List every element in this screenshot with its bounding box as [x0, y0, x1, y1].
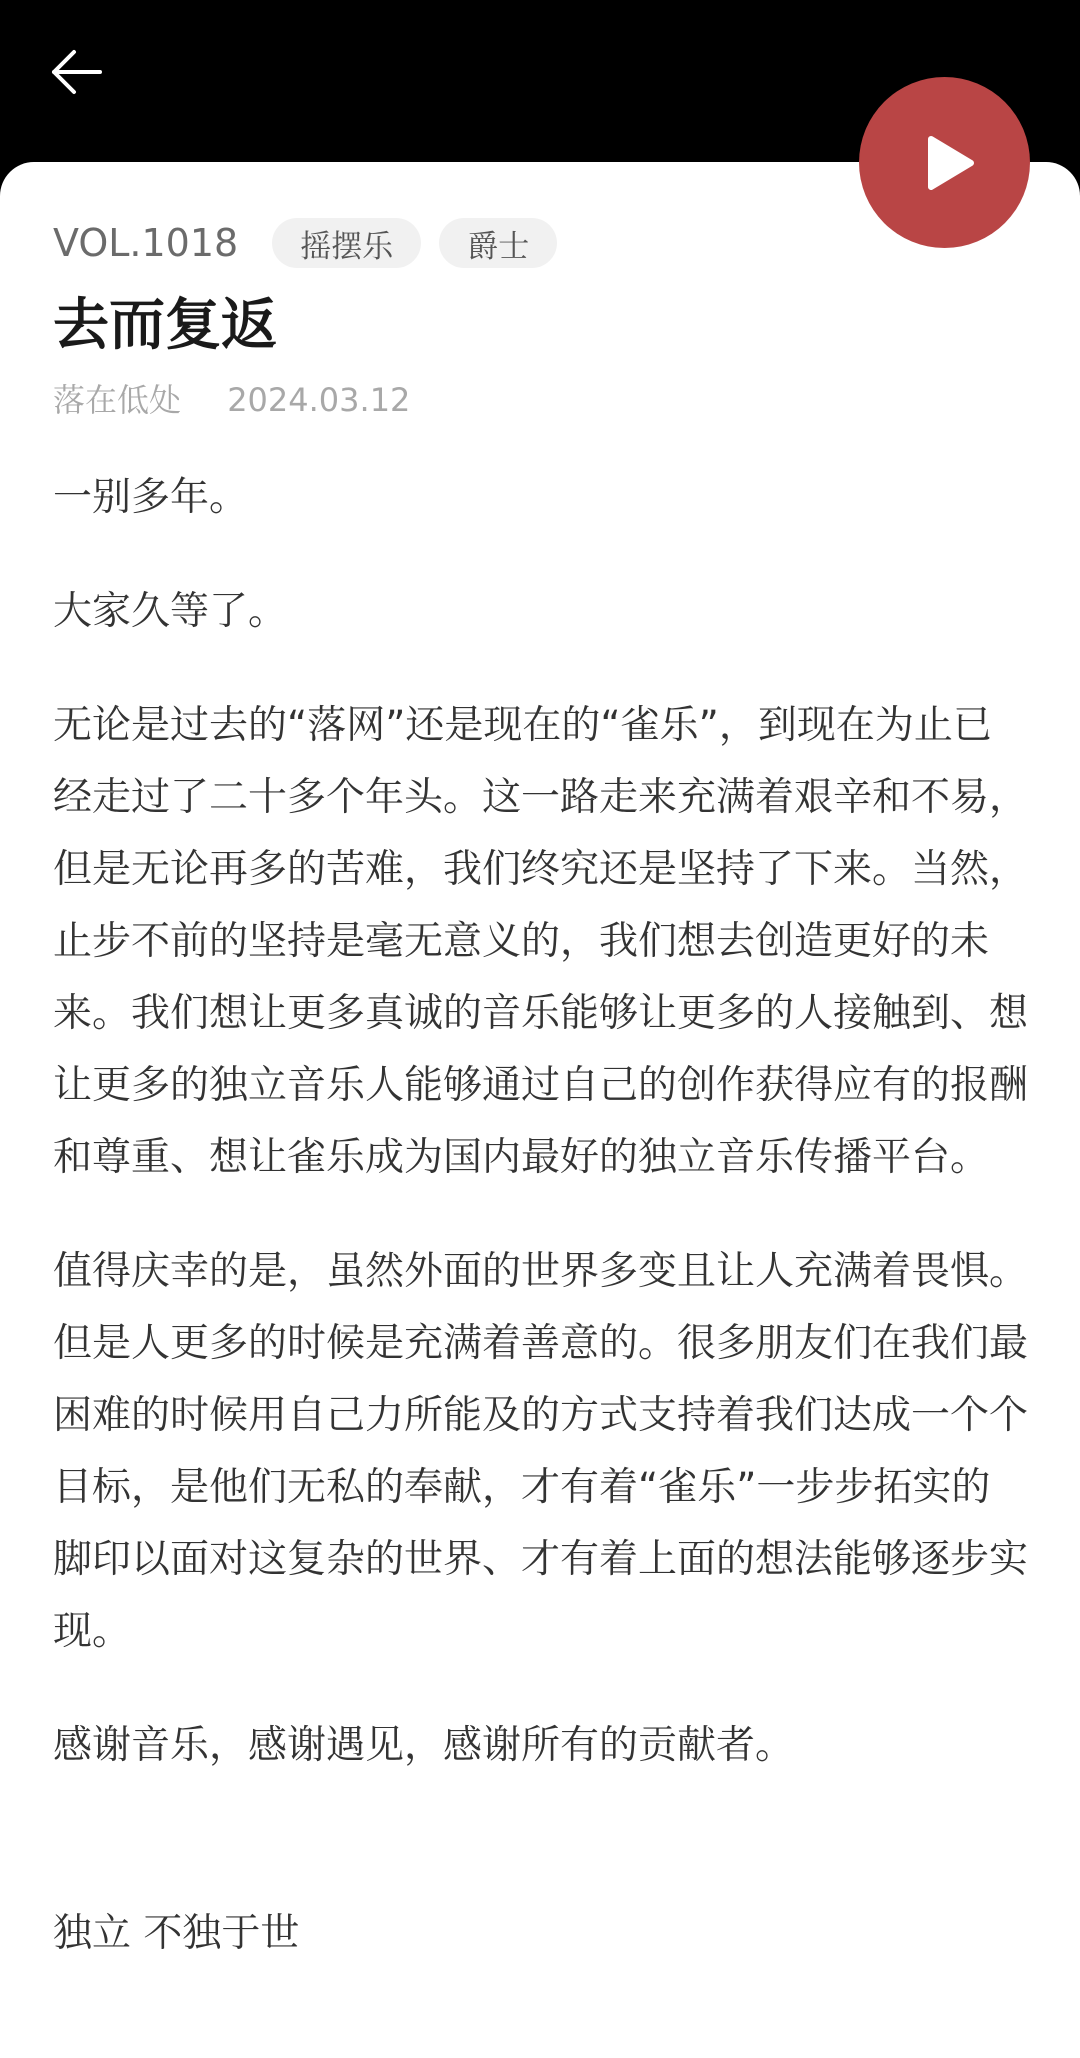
article-paragraph: 一别多年。: [53, 475, 249, 520]
author-name[interactable]: 落在低处: [53, 381, 182, 419]
article-body: [53, 462, 1028, 2012]
tag-swing[interactable]: 摇摆乐: [272, 218, 421, 268]
play-icon: [919, 133, 979, 193]
tag-jazz[interactable]: 爵士: [439, 218, 557, 268]
volume-number: VOL.1018: [53, 221, 239, 265]
play-button[interactable]: [859, 77, 1030, 248]
back-button[interactable]: [40, 36, 112, 108]
page-title: 去而复返: [53, 293, 277, 358]
article-paragraph: 无论是过去的“落网”还是现在的“雀乐”，到现在为止已经走过了二十多个年头。这一路走来充满着艰辛和不易，但是无论再多的苦难，我们终究还是坚持了下来。当然，止步不前的坚持是毫无意义的，我们想去创造更好的未来。我们想让更多真诚的音乐能够让更多的人接触到、想让更多的独立音乐人能够通过自己的创作获得应有的报酬和尊重、想让雀乐成为国内最好的独立音乐传播平台。: [53, 703, 1029, 1180]
publish-date: 2024.03.12: [227, 381, 411, 419]
byline: [53, 376, 410, 424]
article-signature: 独立 不独于世: [53, 1911, 300, 1956]
article-paragraph: 大家久等了。: [53, 589, 288, 634]
article-paragraph: 感谢音乐，感谢遇见，感谢所有的贡献者。: [53, 1723, 795, 1768]
arrow-left-icon: [46, 42, 106, 102]
article-paragraph: 值得庆幸的是，虽然外面的世界多变且让人充满着畏惧。但是人更多的时候是充满着善意的。很多朋友们在我们最困难的时候用自己力所能及的方式支持着我们达成一个个目标，是他们无私的奉献，才有着“雀乐”一步步拓实的脚印以面对这复杂的世界、才有着上面的想法能够逐步实现。: [53, 1249, 1029, 1654]
meta-row: [53, 218, 575, 268]
